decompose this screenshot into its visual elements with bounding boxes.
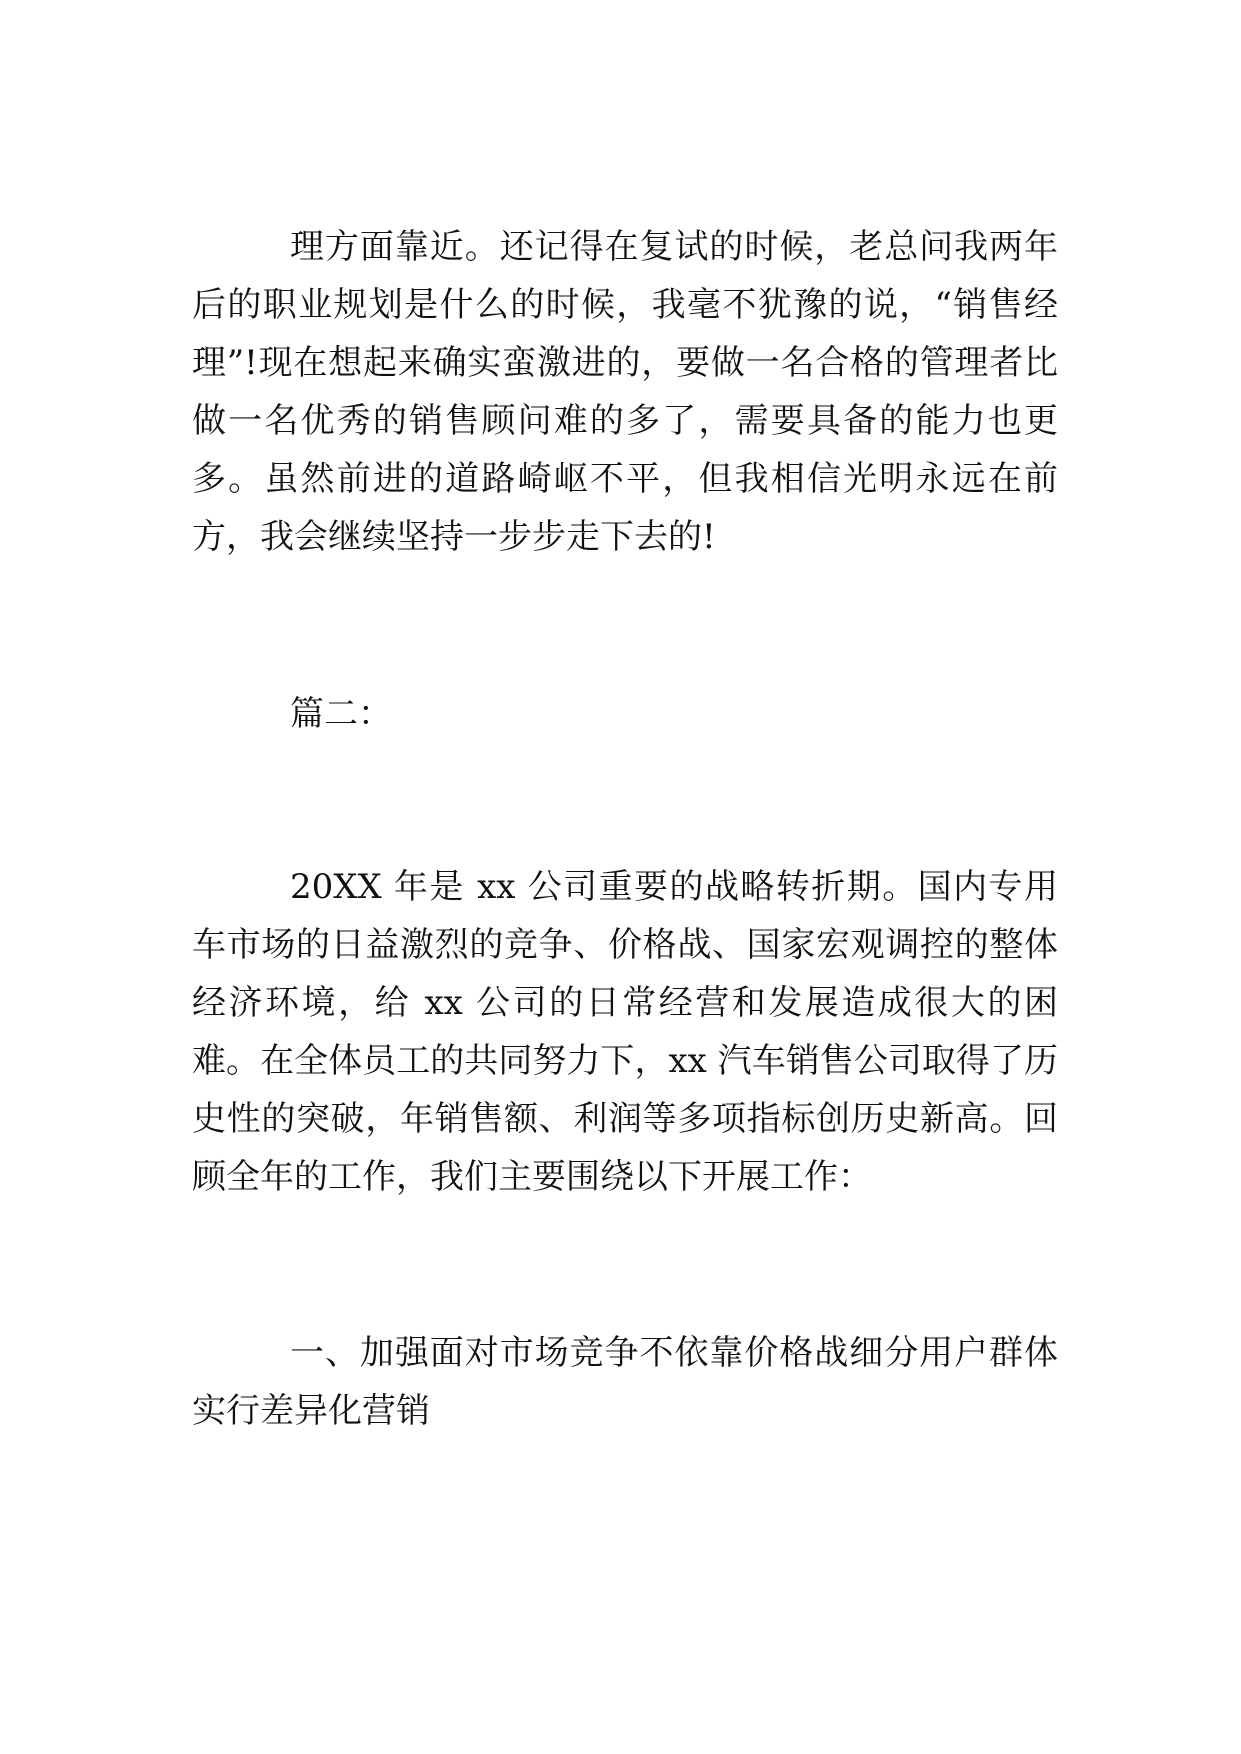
body-paragraph: 20XX 年是 xx 公司重要的战略转折期。国内专用车市场的日益激烈的竞争、价格战、国家宏观调控的整体经济环境，给 xx 公司的日常经营和发展造成很大的困难。在全体员工的共同努力下，xx 汽车销售公司取得了历史性的突破，年销售额、利润等多项指标创历史新高。回顾全年的工作，我们主要围绕以下开展工作： bbox=[192, 867, 1058, 1197]
body-paragraph: 理方面靠近。还记得在复试的时候，老总问我两年后的职业规划是什么的时候，我毫不犹豫的说，“销售经理”!现在想起来确实蛮激进的，要做一名合格的管理者比做一名优秀的销售顾问难的多了，需要具备的能力也更多。虽然前进的道路崎岖不平，但我相信光明永远在前方，我会继续坚持一步步走下去的! bbox=[192, 227, 1058, 557]
subsection-heading: 一、加强面对市场竞争不依靠价格战细分用户群体实行差异化营销 bbox=[192, 1333, 1058, 1431]
section-heading: 篇二： bbox=[290, 694, 392, 734]
